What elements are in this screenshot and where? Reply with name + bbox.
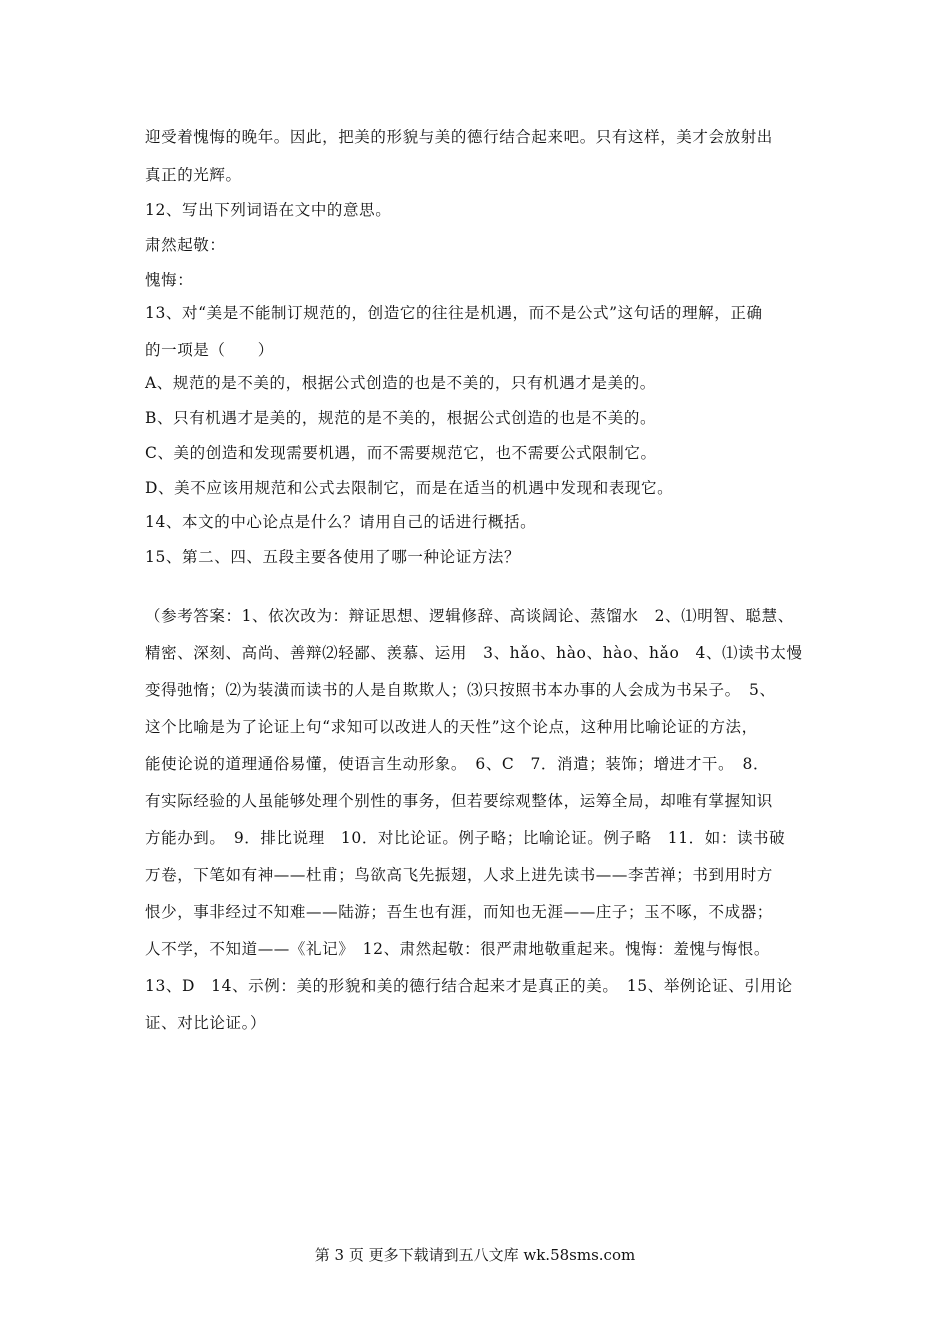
option-b: B、只有机遇才是美的，规范的是不美的，根据公式创造的也是不美的。	[145, 409, 657, 427]
option-a: A、规范的是不美的，根据公式创造的也是不美的，只有机遇才是美的。	[145, 374, 656, 392]
answer-line: 能使论说的道理通俗易懂，使语言生动形象。 6、C 7．消遣；装饰；增进才干。 8．	[145, 755, 770, 773]
body-line: 迎受着愧悔的晚年。因此，把美的形貌与美的德行结合起来吧。只有这样，美才会放射出	[145, 128, 773, 146]
answer-line: （参考答案：1、依次改为：辩证思想、逻辑修辞、高谈阔论、蒸馏水 2、⑴明智、聪慧、	[145, 607, 794, 625]
answer-line: 万卷，下笔如有神——杜甫；鸟欲高飞先振翅，人求上进先读书——李苦禅；书到用时方	[145, 866, 773, 884]
answer-line: 证、对比论证。）	[145, 1014, 267, 1032]
answer-line: 有实际经验的人虽能够处理个别性的事务，但若要综观整体，运筹全局，却唯有掌握知识	[145, 792, 773, 810]
term-surancijing: 肃然起敬：	[145, 236, 226, 254]
answer-line: 13、D 14、示例：美的形貌和美的德行结合起来才是真正的美。 15、举例论证、引用论	[145, 977, 793, 995]
answer-line: 人不学，不知道——《礼记》 12、肃然起敬：很严肃地敬重起来。愧悔：羞愧与悔恨。	[145, 940, 770, 958]
answer-line: 方能办到。 9．排比说理 10．对比论证。例子略；比喻论证。例子略 11．如：读书破	[145, 829, 786, 847]
question-13-continued: 的一项是（ ）	[145, 341, 274, 359]
question-15: 15、第二、四、五段主要各使用了哪一种论证方法？	[145, 548, 521, 566]
option-c: C、美的创造和发现需要机遇，而不需要规范它，也不需要公式限制它。	[145, 444, 657, 462]
answer-line: 恨少，事非经过不知难——陆游；吾生也有涯，而知也无涯——庄子；玉不啄，不成器；	[145, 903, 773, 921]
body-line: 真正的光辉。	[145, 166, 242, 184]
question-13: 13、对“美是不能制订规范的，创造它的往往是机遇，而不是公式”这句话的理解，正确	[145, 304, 763, 322]
page-footer: 第 3 页 更多下载请到五八文库 wk.58sms.com	[314, 1246, 636, 1264]
answer-line: 这个比喻是为了论证上句“求知可以改进人的天性”这个论点，这种用比喻论证的方法，	[145, 718, 758, 736]
answer-line: 变得弛惰；⑵为装潢而读书的人是自欺欺人；⑶只按照书本办事的人会成为书呆子。 5、	[145, 681, 776, 699]
option-d: D、美不应该用规范和公式去限制它，而是在适当的机遇中发现和表现它。	[145, 479, 674, 497]
question-14: 14、本文的中心论点是什么？请用自己的话进行概括。	[145, 513, 537, 531]
term-kuihui: 愧悔：	[145, 271, 194, 289]
question-12: 12、写出下列词语在文中的意思。	[145, 201, 392, 219]
answer-line: 精密、深刻、高尚、善辩⑵轻鄙、羡慕、运用 3、hǎo、hào、hào、hǎo 4、⑴读书太慢	[145, 644, 803, 662]
